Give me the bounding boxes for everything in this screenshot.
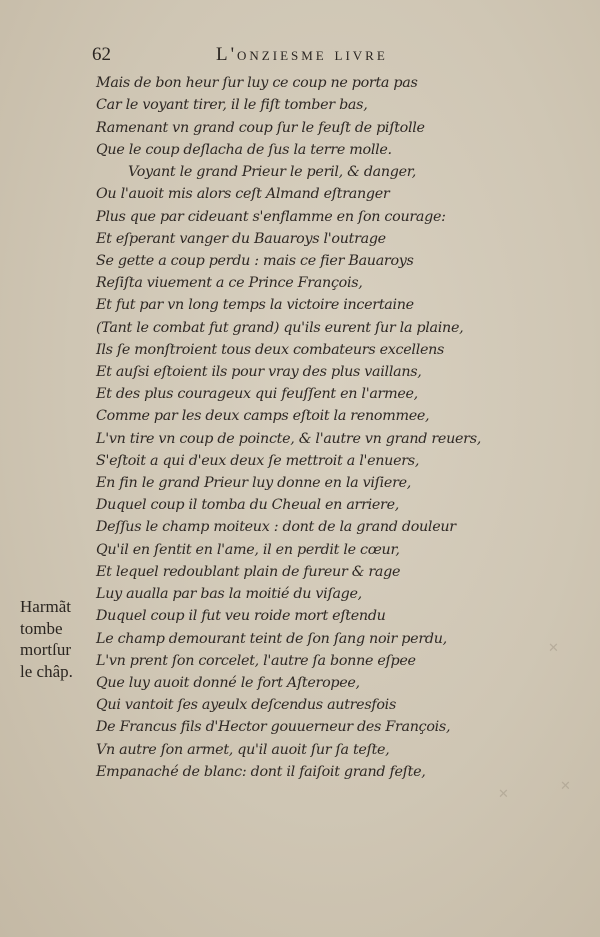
verse-line: Ils ſe monſtroient tous deux combateurs excellens <box>96 342 445 358</box>
verse-line: Qu'il en ſentit en l'ame, il en perdit le cœur, <box>96 542 400 558</box>
verse-line: Vn autre ſon armet, qu'il auoit ſur ſa teſte, <box>96 742 390 758</box>
show-through-mark: ✕ <box>548 640 565 655</box>
verse-line: Deſſus le champ moiteux : dont de la grand douleur <box>96 519 456 535</box>
verse-line: Que le coup deſlacha de ſus la terre molle. <box>96 142 392 158</box>
verse-line: Car le voyant tirer, il le fiſt tomber bas, <box>96 97 368 113</box>
show-through-mark: ✕ <box>498 786 515 801</box>
verse-line: Qui vantoit ſes ayeulx deſcendus autresfois <box>96 697 396 713</box>
page-number: 62 <box>92 44 111 65</box>
verse-line: Que luy auoit donné le fort Aſteropee, <box>96 675 360 691</box>
verse-line: Et lequel redoublant plain de fureur & rage <box>96 564 401 580</box>
verse-line: Et des plus courageux qui feuſſent en l'armee, <box>96 386 418 402</box>
verse-line: (Tant le combat fut grand) qu'ils eurent ſur la plaine, <box>96 320 464 336</box>
running-title: L'onziesme livre <box>216 44 388 65</box>
verse-line: Luy aualla par bas la moitié du viſage, <box>96 586 362 602</box>
verse-line: Duquel coup il tomba du Cheual en arriere, <box>96 497 399 513</box>
verse-line: Voyant le grand Prieur le peril, & danger, <box>128 164 417 180</box>
marginal-note-line: mortſur <box>20 640 71 659</box>
verse-line: De Francus fils d'Hector gouuerneur des François, <box>96 719 451 735</box>
verse-line: Et fut par vn long temps la victoire incertaine <box>96 297 414 313</box>
verse-line: Duquel coup il fut veu roide mort eſtendu <box>96 608 386 624</box>
verse-line: L'vn prent ſon corcelet, l'autre ſa bonne eſpee <box>96 653 416 669</box>
verse-line: Plus que par cideuant s'enflamme en ſon courage: <box>96 209 446 225</box>
verse-line: Empanaché de blanc: dont il faiſoit grand feſte, <box>96 764 426 780</box>
marginal-note-line: le châp. <box>20 661 73 681</box>
running-head <box>92 44 472 70</box>
marginal-note-line: Harmãt <box>20 597 71 616</box>
verse-line: Et eſperant vanger du Bauaroys l'outrage <box>96 231 386 247</box>
verse-line: L'vn tire vn coup de poincte, & l'autre vn grand reuers, <box>96 431 481 447</box>
verse-line: Mais de bon heur ſur luy ce coup ne porta pas <box>96 75 418 91</box>
verse-line: Comme par les deux camps eſtoit la renommee, <box>96 408 430 424</box>
verse-line: Se gette a coup perdu : mais ce fier Bauaroys <box>96 253 414 269</box>
verse-line: Ou l'auoit mis alors ceſt Almand eſtranger <box>96 186 390 202</box>
show-through-mark: ✕ <box>560 778 577 793</box>
verse-line: Le champ demourant teint de ſon ſang noir perdu, <box>96 631 447 647</box>
marginal-note-line: tombe <box>20 618 63 638</box>
verse-line: En fin le grand Prieur luy donne en la viſiere, <box>96 475 412 491</box>
marginal-note <box>20 596 73 682</box>
verse-line: Ramenant vn grand coup ſur le feuſt de piſtolle <box>96 120 425 136</box>
verse-line: S'eſtoit a qui d'eux deux ſe mettroit a l'enuers, <box>96 453 420 469</box>
verse-line: Et auſsi eſtoient ils pour vray des plus vaillans, <box>96 364 422 380</box>
verse-line: Reſiſta viuement a ce Prince François, <box>96 275 363 291</box>
